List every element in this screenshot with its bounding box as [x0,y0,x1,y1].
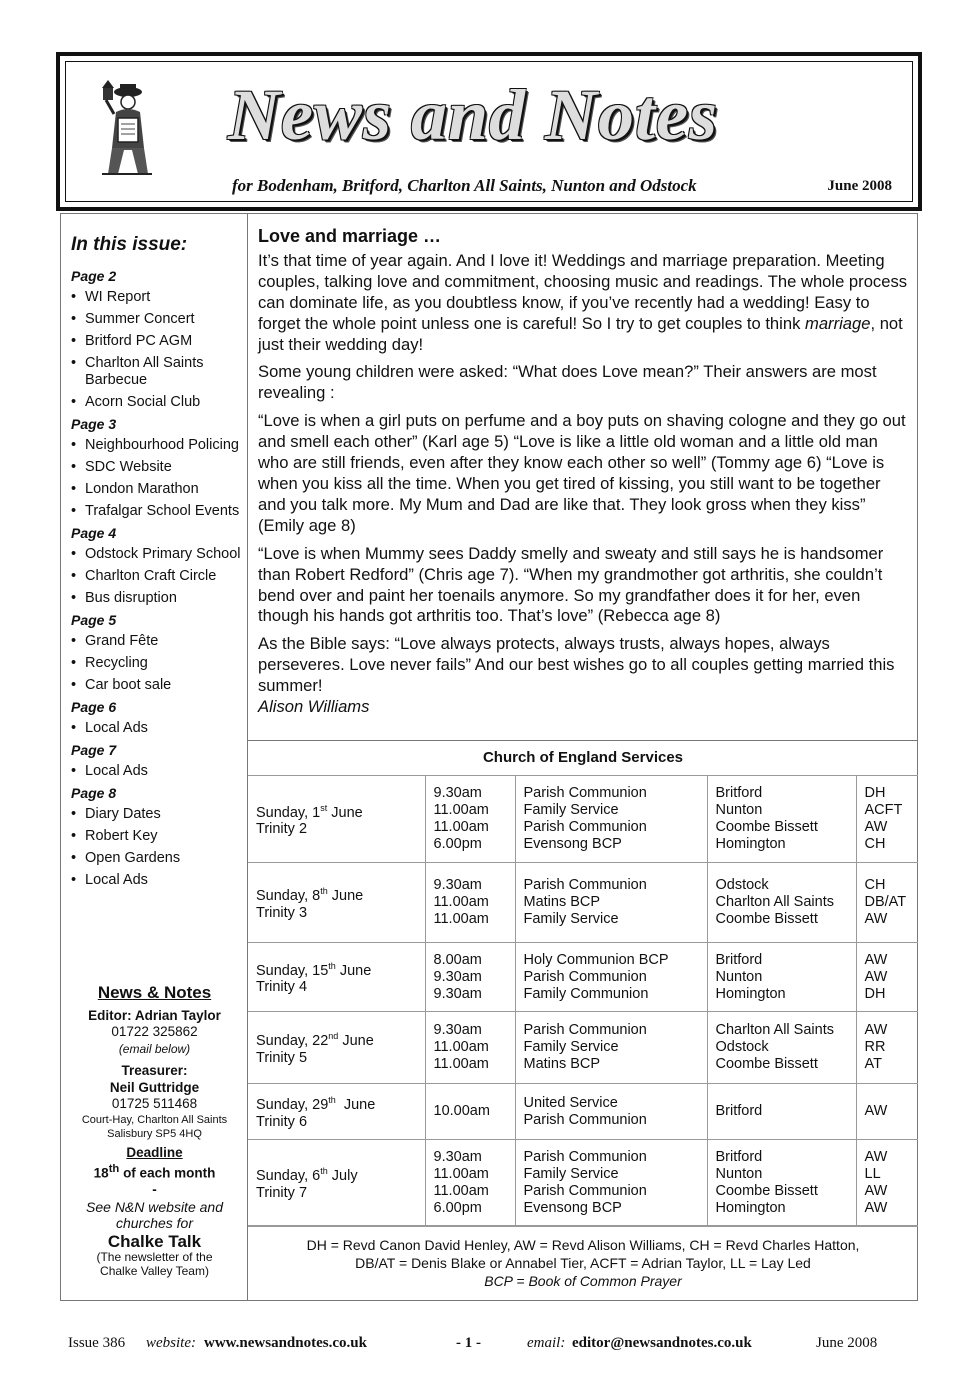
legend-line-3: BCP = Book of Common Prayer [484,1273,682,1289]
footer-date: June 2008 [816,1335,878,1351]
service-date-month: July [327,1167,358,1184]
town-crier-icon [88,78,160,178]
chalke-note-2: Chalke Valley Team) [100,1264,209,1278]
contact-box [61,985,248,1278]
contents-item: • Odstock Primary School [71,546,243,563]
service-place: Coombe Bissett [715,911,818,927]
deadline-label: Deadline [126,1144,183,1160]
service-date-sup: st [320,802,328,813]
contents-item: • Acorn Social Club [71,394,243,411]
footer-website[interactable]: www.newsandnotes.co.uk [204,1335,367,1351]
service-date-sup: th [328,1095,336,1106]
service-place-cell [707,1084,856,1140]
contents-page-label: Page 8 [71,785,117,801]
legend-line-2: DB/AT = Denis Blake or Annabel Tier, ACFT = Adrian Taylor, LL = Lay Led [355,1255,811,1271]
article-paragraph-3: “Love is when a girl puts on perfume and a boy puts on shaving cologne and they go out and smell each other” (Karl age 5) “Love is like a little old woman and a little old man who are still friends, even after they know each other so well” (Tommy age 6) “Love is when you kiss all the time. When you get tired of kissing, you still want to be together and you talk more. My Mum and Dad are like that. They look gross when they kiss” (Emily age 8) [258,411,906,535]
contents-item: • London Marathon [71,481,243,498]
service-time: 9.30am [433,877,482,893]
service-date-month: June [335,1096,376,1113]
service-date-cell [248,863,425,943]
service-time: 11.00am [433,1182,489,1199]
contents-item: • Local Ads [71,720,243,737]
service-date-cell [248,943,425,1012]
contents-item: • Bus disruption [71,590,243,607]
contents-item: • Grand Fête [71,633,243,650]
contents-item: • Diary Dates [71,806,243,823]
service-time-cell [425,1084,515,1140]
service-place: Britford [715,951,763,968]
service-time: 9.30am [433,968,482,985]
service-trinity: Trinity 4 [256,979,308,996]
service-date [256,1163,417,1185]
service-clergy-cell [856,1140,918,1226]
contents-item: • Britford PC AGM [71,333,243,350]
service-time: 8.00am [433,951,482,968]
service-name-cell [515,863,707,943]
service-date-day: Sunday, 1 [256,804,321,821]
service-place-cell [707,1012,856,1084]
service-date [256,1028,417,1050]
service-trinity: Trinity 3 [256,904,308,921]
service-name-cell [515,1012,707,1084]
contents-item: • SDC Website [71,459,243,476]
service-time: 9.30am [433,1022,482,1038]
newsletter-subtitle: for Bodenham, Britford, Charlton All Saints, Nunton and Odstock [232,176,697,195]
service-place: Nunton [715,802,763,818]
treasurer-phone: 01725 511468 [111,1096,198,1111]
footer-page-number: - 1 - [456,1335,481,1351]
service-time: 11.00am [433,1056,489,1072]
service-time: 9.30am [433,985,482,1002]
footer-issue: Issue 386 [68,1335,126,1351]
see-line-1: See N&N website and [86,1198,223,1215]
service-clergy: AW [864,968,888,985]
service-time: 11.00am [433,1165,489,1182]
service-place: Nunton [715,1165,763,1182]
treasurer-name: Neil Guttridge [109,1079,200,1095]
chalke-note-1: (The newsletter of the [96,1250,213,1264]
contents-item: • Neighbourhood Policing [71,437,243,454]
service-name: Parish Communion [523,1182,647,1199]
article [258,226,910,725]
services-section [248,740,918,1290]
service-date-month: June [327,804,363,821]
service-clergy: ACFT [864,802,903,818]
footer-website-label: website: [146,1335,196,1351]
service-name: Family Communion [523,985,649,1002]
contents-item: • Summer Concert [71,311,243,328]
contents-page-label: Page 3 [71,416,117,432]
service-trinity: Trinity 7 [256,1184,308,1201]
service-row [248,1012,918,1084]
footer-email-label: email: [527,1335,566,1351]
service-clergy-cell [856,1084,918,1140]
service-name: Family Service [523,802,619,818]
chalke-talk: Chalke Talk [107,1231,202,1251]
service-row [248,1084,918,1140]
service-place-cell [707,863,856,943]
service-time-cell [425,776,515,863]
article-signature: Alison Williams [258,697,370,717]
service-clergy-cell [856,863,918,943]
service-clergy: CH [864,836,886,852]
service-date [256,800,417,822]
service-trinity: Trinity 6 [256,1113,308,1130]
service-date-cell [248,1012,425,1084]
p1-text-a: It’s that time of year again. And I love it! Weddings and marriage preparation. Meeting couples, talking love and commitment, choosing music and readings. The whole process can dominate life, as you doubtless know, if you’ve recently had a wedding! Easy to forget the whole point unless one is careful! So I try to get couples to think [258,250,908,333]
service-clergy: AW [864,951,888,968]
service-date-sup: nd [328,1031,339,1042]
service-name-cell [515,1140,707,1226]
service-clergy: DH [864,785,886,801]
service-clergy: AW [864,911,888,927]
service-place: Odstock [715,1039,769,1055]
email-note: (email below) [118,1041,191,1056]
service-place: Homington [715,836,786,852]
service-place: Homington [715,1199,786,1216]
service-time-cell [425,863,515,943]
service-time: 11.00am [433,802,489,818]
service-date-month: June [327,887,364,904]
deadline-rest: of each month [119,1165,216,1181]
contents-item: • Trafalgar School Events [71,503,243,520]
contents-page-label: Page 6 [71,699,117,715]
service-date-sup: th [320,1166,328,1177]
service-time-cell [425,1140,515,1226]
service-date-day: Sunday, 29 [256,1096,329,1113]
service-place: Britford [715,785,763,801]
contents-page-label: Page 7 [71,742,117,758]
service-place: Homington [715,985,786,1002]
service-trinity: Trinity 5 [256,1049,308,1066]
contents-page-label: Page 2 [71,268,117,284]
service-place: Britford [715,1103,763,1119]
service-clergy: LL [864,1165,881,1182]
service-name: Parish Communion [523,968,647,985]
service-clergy: CH [864,877,886,893]
service-place: Coombe Bissett [715,819,818,835]
article-paragraph-5: As the Bible says: “Love always protects, always trusts, always hopes, always perseveres. Love never fails” And our best wishes go to all couples getting married this summer! [258,634,895,696]
service-row [248,1140,918,1226]
service-place: Nunton [715,968,763,985]
service-time: 6.00pm [433,1199,482,1216]
see-line-2: churches for [115,1215,194,1231]
article-paragraph-2: Some young children were asked: “What does Love mean?” Their answers are most revealing : [258,362,877,403]
contents-item: • Open Gardens [71,850,243,867]
service-time: 9.30am [433,785,482,801]
address-line-1: Court-Hay, Charlton All Saints [81,1113,228,1126]
service-date-month: June [335,962,372,979]
p1-text-b: , not just their wedding day! [258,313,903,354]
services-title: Church of England Services [248,740,918,775]
article-paragraph-4: “Love is when Mummy sees Daddy smelly and sweaty and still says he is handsomer than Robert Redford” (Chris age 7). “When my grandmother got arthritis, she couldn’t bend over and paint her toenails anymore. So my grandfather does it for her, even though his hands got arthritis too. That’s love” (Rebecca age 8) [258,543,884,626]
editor-name: Editor: Adrian Taylor [88,1007,221,1023]
dash: - [152,1182,157,1197]
service-name: Parish Communion [523,1148,647,1165]
service-name: Family Service [523,1165,619,1182]
service-date-sup: th [320,886,328,897]
service-name-cell [515,776,707,863]
contents-list [71,264,243,894]
service-name: Parish Communion [523,877,647,893]
service-clergy-cell [856,776,918,863]
service-place: Odstock [715,877,769,893]
sidebar-heading: In this issue: [71,234,188,255]
service-date-sup: th [328,960,336,971]
service-date-cell [248,1140,425,1226]
service-date [256,958,417,980]
service-time-cell [425,943,515,1012]
article-heading: Love and marriage … [258,226,442,246]
service-place: Britford [715,1148,763,1165]
service-time: 10.00am [433,1103,490,1119]
clergy-legend [248,1226,918,1290]
contents-item: • Local Ads [71,872,243,889]
service-place: Coombe Bissett [715,1182,818,1199]
service-clergy-cell [856,943,918,1012]
service-row [248,943,918,1012]
service-date-day: Sunday, 8 [256,887,321,904]
service-date-day: Sunday, 22 [256,1032,329,1049]
service-clergy: DH [864,985,886,1002]
service-clergy: AW [864,1182,888,1199]
service-row [248,776,918,863]
service-place: Coombe Bissett [715,1056,818,1072]
service-time: 9.30am [433,1148,482,1165]
content-frame [60,213,918,1301]
service-date-cell [248,1084,425,1140]
service-place: Charlton All Saints [715,894,834,910]
service-time: 11.00am [433,894,489,910]
sidebar [61,214,248,1300]
p1-emphasis: marriage [805,313,871,333]
contents-page-label: Page 5 [71,612,117,628]
service-name: Evensong BCP [523,836,622,852]
service-name-cell [515,943,707,1012]
service-clergy: AW [864,1103,888,1119]
service-name: Family Service [523,1039,619,1055]
contents-item: • Charlton All Saints Barbecue [71,355,243,389]
service-date-day: Sunday, 6 [256,1167,321,1184]
masthead [56,52,922,211]
contents-item: • WI Report [71,289,243,306]
contents-item: • Robert Key [71,828,243,845]
service-clergy: RR [864,1039,886,1055]
service-clergy: DB/AT [864,894,907,910]
service-name: Family Service [523,911,619,927]
deadline-sup: th [108,1163,120,1175]
contents-item: • Charlton Craft Circle [71,568,243,585]
service-time: 11.00am [433,911,489,927]
service-clergy: AT [864,1056,882,1072]
service-place-cell [707,943,856,1012]
service-date-month: June [338,1032,374,1049]
service-name: Parish Communion [523,785,647,801]
service-clergy: AW [864,819,888,835]
contents-item: • Local Ads [71,763,243,780]
service-time: 11.00am [433,819,489,835]
service-name-cell [515,1084,707,1140]
treasurer-label: Treasurer: [121,1063,188,1078]
contact-title: News & Notes [97,983,212,1002]
article-paragraph-1 [258,251,910,356]
footer-email[interactable]: editor@newsandnotes.co.uk [572,1335,752,1351]
service-time: 11.00am [433,1039,489,1055]
service-place-cell [707,776,856,863]
service-place: Charlton All Saints [715,1022,834,1038]
service-trinity: Trinity 2 [256,821,308,838]
service-name: Holy Communion BCP [523,951,669,968]
contents-page-label: Page 4 [71,525,117,541]
service-place-cell [707,1140,856,1226]
service-clergy: AW [864,1148,888,1165]
newsletter-title: News and Notes [228,75,719,155]
service-clergy: AW [864,1199,888,1216]
service-date [256,883,417,905]
service-date [256,1092,417,1114]
issue-date: June 2008 [827,178,892,194]
service-name: Matins BCP [523,1056,601,1072]
editor-phone: 01722 325862 [111,1024,198,1039]
services-table [248,775,918,1226]
service-name: Parish Communion [523,1022,647,1038]
service-row [248,863,918,943]
service-time: 6.00pm [433,836,482,852]
service-date-day: Sunday, 15 [256,962,329,979]
service-name: United Service [523,1094,618,1111]
service-name: Evensong BCP [523,1199,622,1216]
service-time-cell [425,1012,515,1084]
deadline-text [61,1161,248,1182]
contents-item: • Recycling [71,655,243,672]
service-name: Parish Communion [523,1111,647,1128]
service-clergy: AW [864,1022,888,1038]
contents-item: • Car boot sale [71,677,243,694]
legend-line-1: DH = Revd Canon David Henley, AW = Revd Alison Williams, CH = Revd Charles Hatton, [306,1237,860,1253]
service-name: Parish Communion [523,819,647,835]
service-date-cell [248,776,425,863]
deadline-day: 18 [93,1165,109,1181]
address-line-2: Salisbury SP5 4HQ [107,1127,202,1140]
service-name: Matins BCP [523,894,601,910]
service-clergy-cell [856,1012,918,1084]
